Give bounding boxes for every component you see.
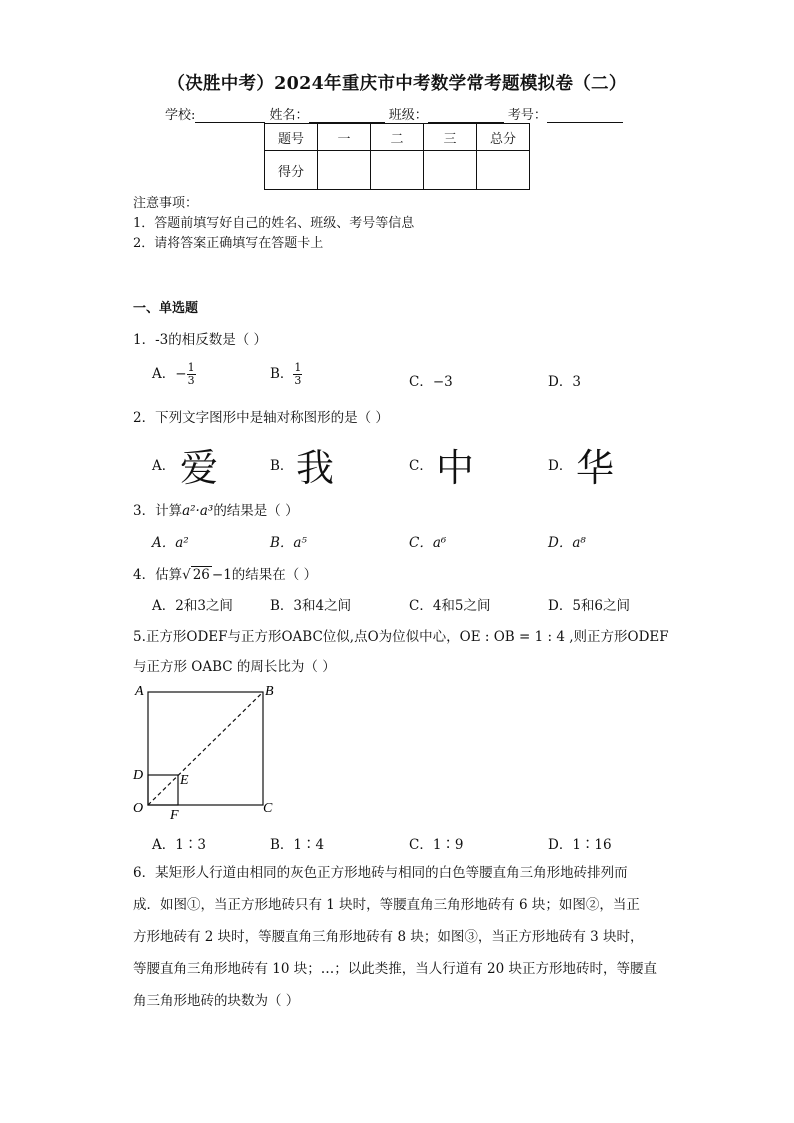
school-blank (195, 108, 265, 123)
q5-square-figure (128, 680, 288, 822)
label-e: E (180, 773, 189, 788)
diagonal-ob (148, 692, 263, 805)
question-2-stem: 2．下列文字图形中是轴对称图形的是（ ） (133, 410, 389, 426)
q4-option-b: B．3和4之间 (270, 598, 352, 614)
score-header-row (265, 124, 530, 151)
q6-line: 等腰直角三角形地砖有 10 块；…；以此类推，当人行道有 20 块正方形地砖时，等腰直 (133, 961, 658, 977)
score-header-cell: 总分 (477, 124, 530, 151)
name-label: 姓名： (269, 108, 309, 123)
question-5-line-1: 5.正方形ODEF与正方形OABC位似,点O为位似中心，OE : OB = 1 : 4 ,则正方形ODEF (133, 629, 669, 645)
q3-option-b: B．a⁵ (270, 535, 307, 551)
label-d: D (133, 768, 144, 783)
score-row-label: 得分 (265, 151, 318, 190)
exam-no-label: 考号： (507, 108, 547, 123)
q2-option-c-label: C． (409, 458, 433, 474)
score-header-cell: 题号 (265, 124, 318, 151)
question-3-stem: 3．计算a²·a³的结果是（ ） (133, 503, 299, 519)
notes-item: 2．请将答案正确填写在答题卡上 (133, 236, 324, 251)
class-label: 班级： (388, 108, 428, 123)
q3-option-d: D．a⁸ (548, 535, 586, 551)
sqrt-symbol: √ (182, 567, 191, 583)
section-heading: 一、单选题 (133, 301, 199, 316)
fraction: $\frac{1}{3}$ (187, 361, 195, 387)
exam-no-blank (547, 108, 623, 123)
q5-option-b: B．1∶4 (270, 837, 325, 853)
q2-char-ai: 爱 (180, 446, 219, 490)
notes (133, 194, 414, 254)
q4-option-d: D．5和6之间 (548, 598, 631, 614)
score-cell (371, 151, 424, 190)
q3-option-c: C．a⁶ (409, 535, 447, 551)
q5-option-a: A．1∶3 (152, 837, 206, 853)
q1-option-a: A．− $\frac{1}{3}$ (152, 361, 195, 387)
q5-option-d: D．1∶16 (548, 837, 612, 853)
score-header-cell: 二 (371, 124, 424, 151)
class-blank (428, 108, 504, 123)
school-label: 学校: (165, 108, 196, 123)
label-a: A (135, 684, 144, 699)
q1-option-d: D．3 (548, 374, 581, 390)
q2-option-b-label: B． (270, 458, 294, 474)
q4-radicand: 26 (192, 567, 210, 583)
q2-char-hua: 华 (576, 446, 615, 490)
question-5-line-2: 与正方形 OABC 的周长比为（ ） (133, 659, 336, 675)
score-cell (477, 151, 530, 190)
q3-option-a: A．a² (152, 535, 189, 551)
q1-option-b: B． $\frac{1}{3}$ (270, 361, 302, 387)
score-table (264, 123, 530, 190)
question-6-stem (133, 857, 663, 1017)
q2-char-wo: 我 (296, 446, 335, 490)
q6-line: 方形地砖有 2 块时，等腰直角三角形地砖有 8 块；如图③，当正方形地砖有 3 块时， (133, 929, 644, 945)
fraction: $\frac{1}{3}$ (294, 361, 302, 387)
label-o: O (133, 801, 144, 816)
q3-expression: a²·a³ (182, 503, 214, 519)
q5-option-c: C．1∶9 (409, 837, 464, 853)
q6-line: 成．如图①，当正方形地砖只有 1 块时，等腰直角三角形地砖有 6 块；如图②，当正 (133, 897, 640, 913)
q2-option-d-label: D． (548, 458, 573, 474)
question-4-stem: 4．估算√ 26 −1的结果在（ ） (133, 567, 318, 583)
score-value-row (265, 151, 530, 190)
score-cell (424, 151, 477, 190)
page-title: （决胜中考）2024年重庆市中考数学常考题模拟卷（二） (167, 74, 627, 94)
score-cell (318, 151, 371, 190)
label-b: B (265, 684, 274, 699)
score-header-cell: 三 (424, 124, 477, 151)
q6-line: 6．某矩形人行道由相同的灰色正方形地砖与相同的白色等腰直角三角形地砖排列而 (133, 865, 628, 881)
notes-item: 1．答题前填写好自己的姓名、班级、考号等信息 (133, 216, 415, 231)
q1-option-c: C．−3 (409, 374, 453, 390)
q4-option-c: C．4和5之间 (409, 598, 491, 614)
q2-char-zhong: 中 (436, 446, 475, 490)
label-f: F (170, 808, 179, 822)
label-c: C (263, 801, 273, 816)
q4-option-a: A．2和3之间 (152, 598, 233, 614)
name-blank (309, 108, 385, 123)
notes-heading: 注意事项： (133, 196, 199, 211)
score-header-cell: 一 (318, 124, 371, 151)
student-info-line (165, 104, 623, 123)
q2-option-a-label: A． (152, 458, 176, 474)
q6-line: 角三角形地砖的块数为（ ） (133, 993, 300, 1009)
question-1-stem: 1．-3的相反数是（ ） (133, 332, 268, 348)
